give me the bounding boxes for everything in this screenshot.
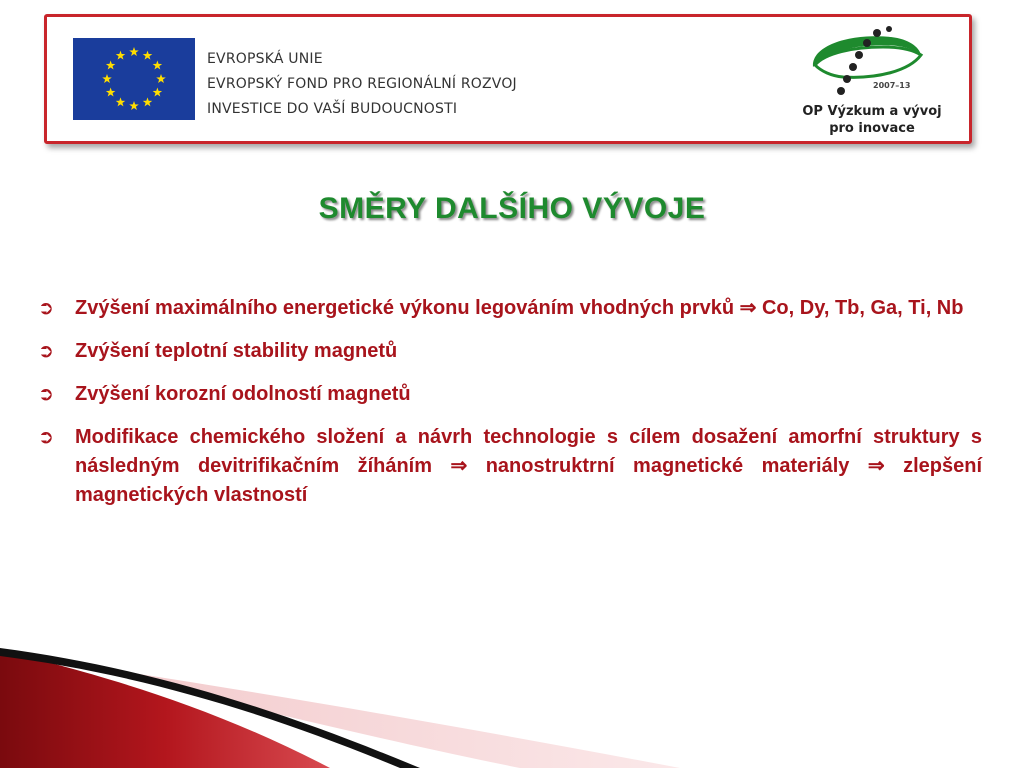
bullet-text: Zvýšení maximálního energetické výkonu legováním vhodných prvků ⇒ Co, Dy, Tb, Ga, Ti, Nb [75,297,964,319]
bullet-item [38,294,982,323]
eu-star [153,61,163,70]
curved-arrow-icon: ➲ [38,383,54,405]
bullet-text: Modifikace chemického složení a návrh technologie s cílem dosažení amorfní struktury s následným devitrifikačním žíháním ⇒ nanostruktrní magnetické materiály ⇒ zlepšení magnetických vlastností [75,426,982,506]
curved-arrow-icon: ➲ [38,426,54,448]
op-year-label: 2007–13 [873,81,911,90]
eu-star [106,61,116,70]
bullet-item [38,337,982,366]
eu-star [116,97,126,106]
eu-star [153,88,163,97]
eu-star [129,101,139,110]
eu-line-investment: INVESTICE DO VAŠÍ BUDOUCNOSTI [207,101,458,117]
op-name-line1: OP Výzkum a vývoj [802,104,942,119]
eu-star [116,51,126,60]
op-swoosh-icon [791,23,951,103]
bottom-decoration [0,640,1024,768]
op-name-line2: pro inovace [829,121,915,136]
bullet-text: Zvýšení korozní odolností magnetů [75,383,411,405]
bullet-item [38,380,982,409]
eu-star [102,74,112,83]
eu-text-block [207,47,517,122]
eu-flag-icon [73,38,195,120]
eu-line-union: EVROPSKÁ UNIE [207,51,323,67]
eu-star [156,74,166,83]
curved-arrow-icon: ➲ [38,340,54,362]
eu-line-fund: EVROPSKÝ FOND PRO REGIONÁLNÍ ROZVOJ [207,76,517,92]
bullet-text: Zvýšení teplotní stability magnetů [75,340,398,362]
slide-title: SMĚRY DALŠÍHO VÝVOJE [318,192,706,225]
logo-banner [44,14,972,144]
eu-star [106,88,116,97]
op-logo [777,23,967,141]
eu-star [143,51,153,60]
op-name [777,103,967,137]
eu-star [129,47,139,56]
eu-star [143,97,153,106]
curved-arrow-icon: ➲ [38,297,54,319]
bullet-item [38,423,982,510]
bullet-list [38,294,982,524]
